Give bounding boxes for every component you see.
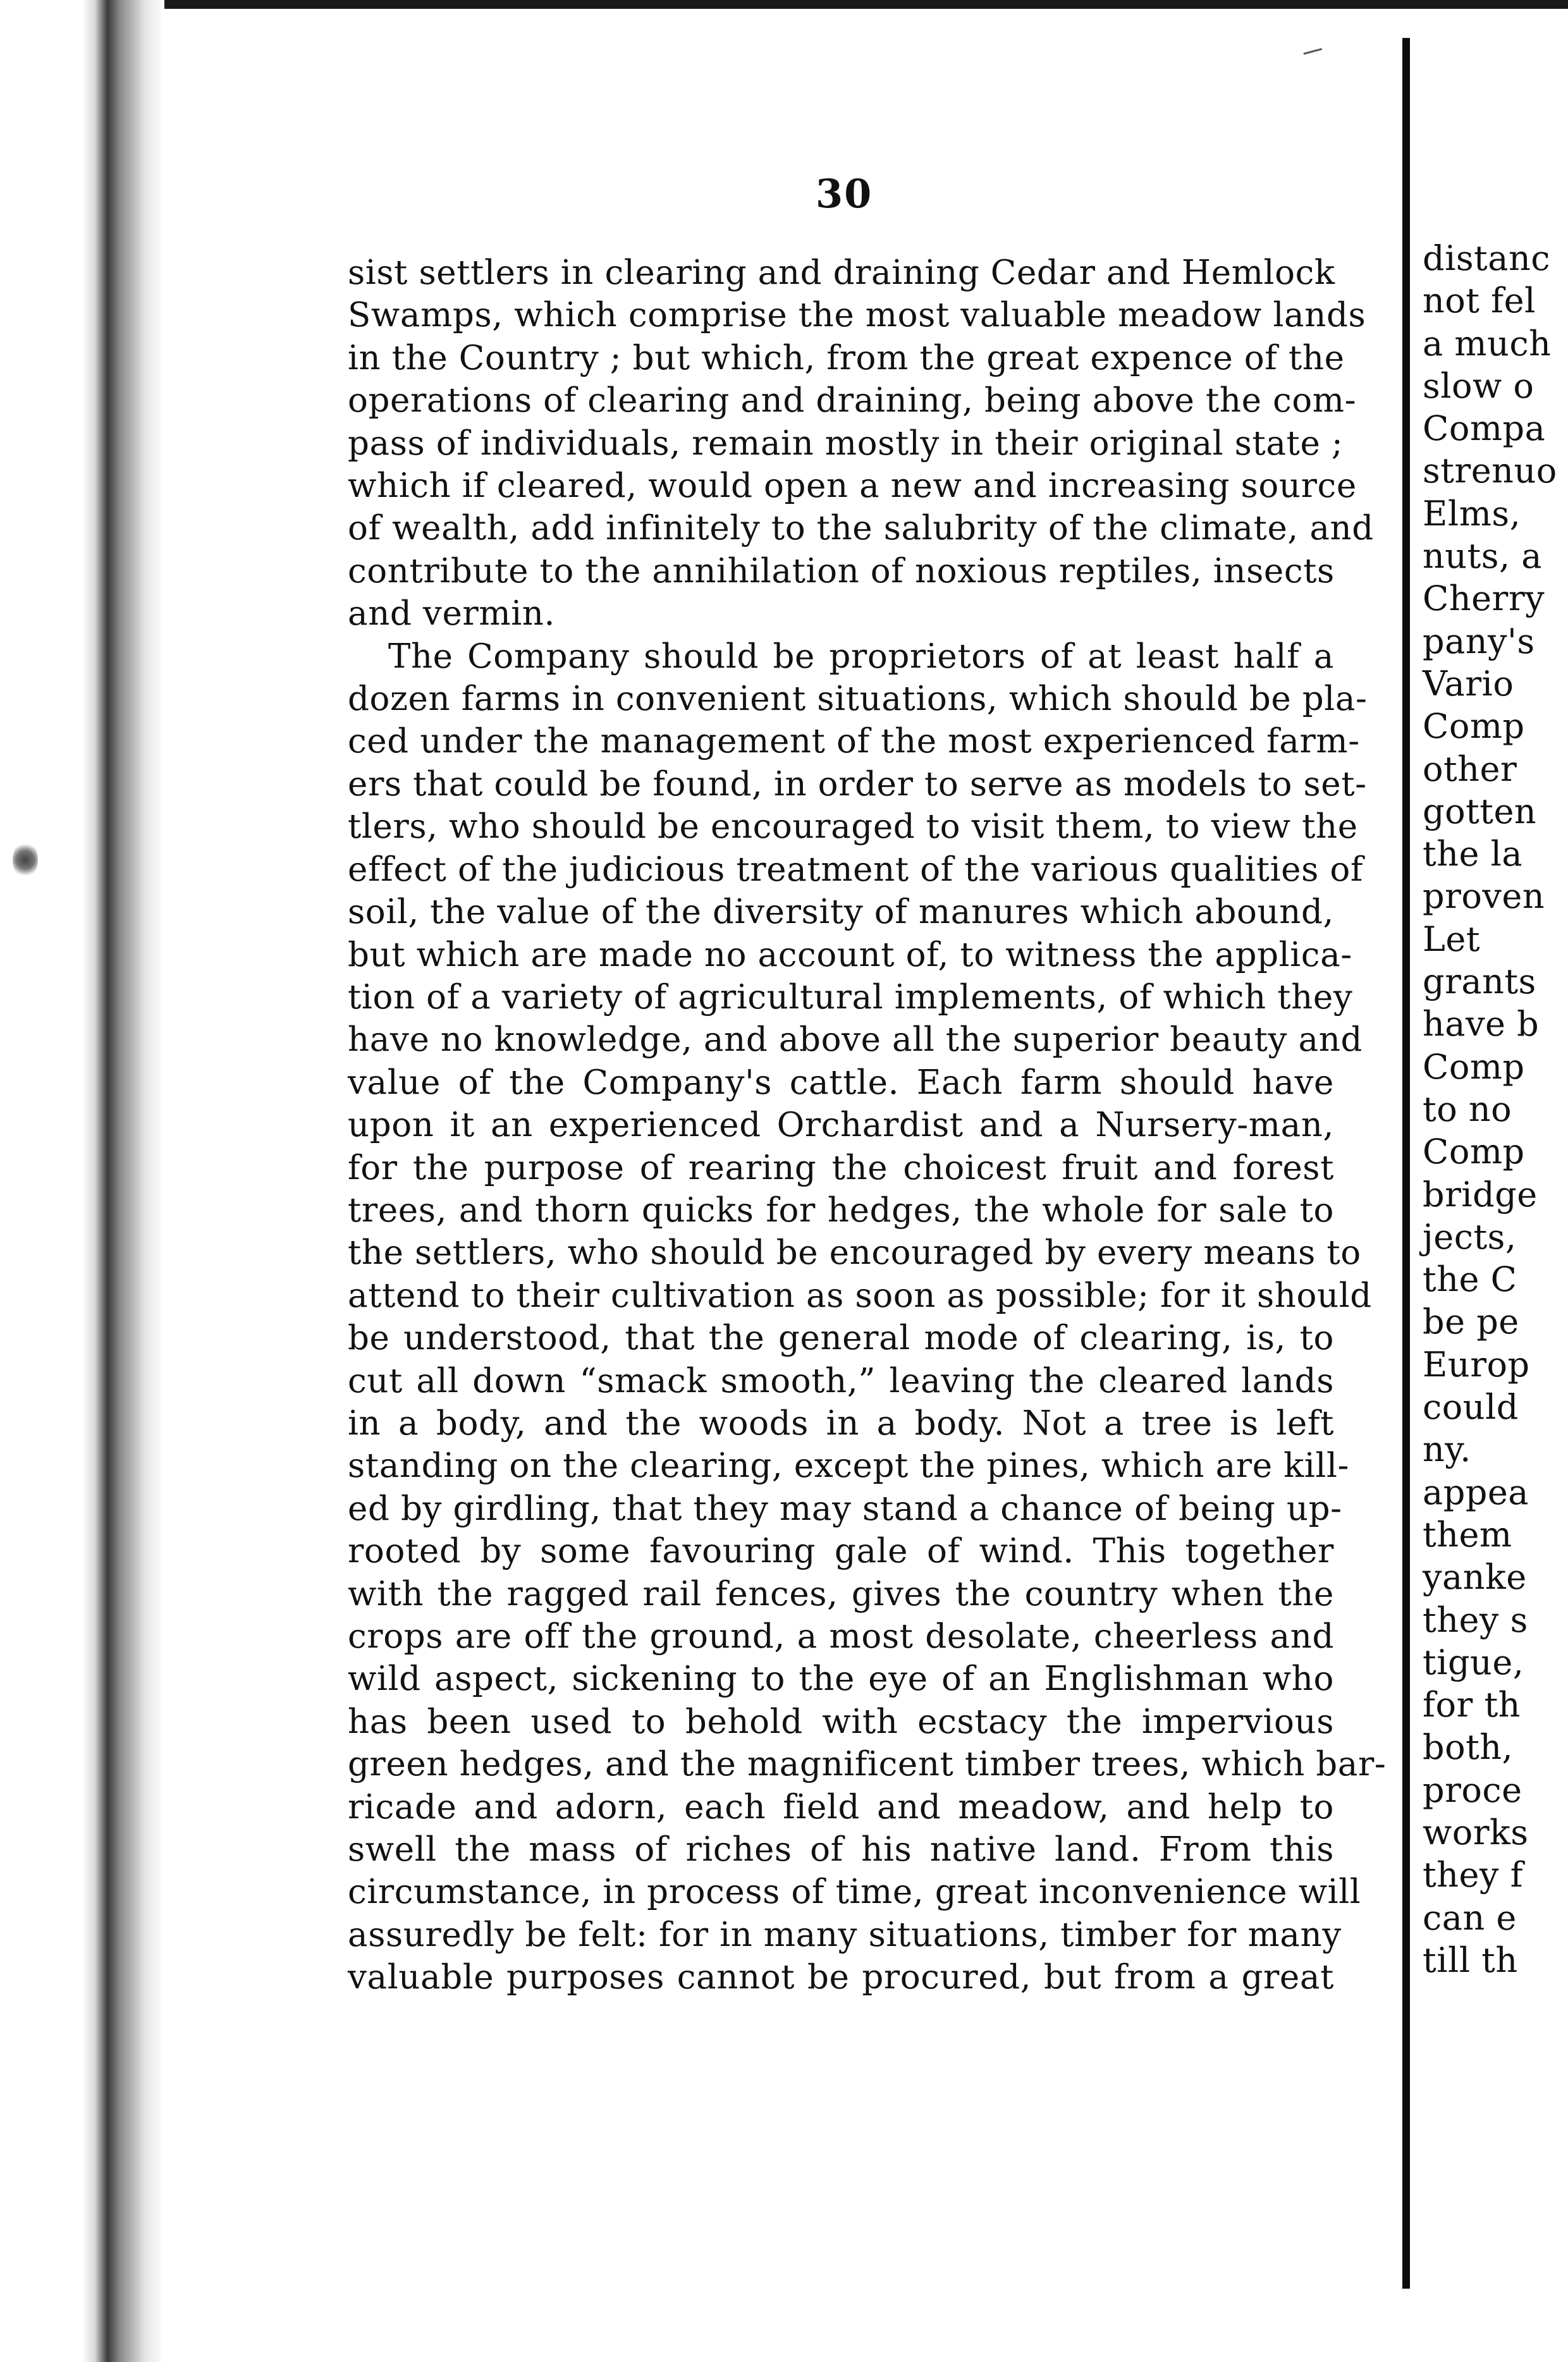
text-line: which if cleared, would open a new and increasing source (348, 467, 1357, 506)
facing-text-line: them (1423, 1514, 1512, 1555)
text-line: have no knowledge, and above all the superior beauty and (348, 1020, 1363, 1060)
facing-text-line: they s (1423, 1600, 1528, 1640)
facing-text-line: gotten (1423, 791, 1537, 831)
text-line: soil, the value of the diversity of manures which abound, (348, 893, 1334, 932)
facing-text-line: works (1423, 1812, 1529, 1852)
facing-page (1410, 0, 1568, 2362)
facing-text-line: could (1423, 1387, 1519, 1428)
text-line: the settlers, who should be encouraged by every means to (348, 1233, 1361, 1273)
text-line: contribute to the annihilation of noxious reptiles, insects (348, 551, 1335, 590)
text-line: crops are off the ground, a most desolate, cheerless and (348, 1617, 1334, 1656)
facing-text-line: can e (1423, 1897, 1517, 1938)
text-line: sist settlers in clearing and draining Cedar and Hemlock (348, 254, 1335, 292)
text-line: be understood, that the general mode of clearing, is, to (348, 1319, 1334, 1358)
text-line: tion of a variety of agricultural implements, of which they (348, 977, 1353, 1017)
page-body-text (348, 252, 1387, 1999)
facing-text-line: grants (1423, 962, 1536, 1002)
text-line: in a body, and the woods in a body. Not a tree is left (348, 1404, 1334, 1443)
facing-text-line: have b (1423, 1004, 1540, 1044)
text-line: cut all down “smack smooth,” leaving the cleared lands (348, 1361, 1334, 1400)
facing-text-line: Cherry (1423, 578, 1545, 619)
facing-text-line: Comp (1423, 1132, 1525, 1172)
text-line: circumstance, in process of time, great inconvenience will (348, 1873, 1361, 1912)
text-line: standing on the clearing, except the pines, which are kill- (348, 1447, 1350, 1486)
text-line: and vermin. (348, 594, 555, 633)
text-line: has been used to behold with ecstacy the impervious (348, 1702, 1334, 1741)
text-line: dozen farms in convenient situations, which should be pla- (348, 680, 1368, 719)
facing-text-line: yanke (1423, 1557, 1527, 1598)
text-line: attend to their cultivation as soon as possible; for it should (348, 1276, 1372, 1315)
text-line: assuredly be felt: for in many situations, timber for many (348, 1915, 1342, 1954)
facing-text-line: be pe (1423, 1302, 1519, 1342)
facing-text-line: they f (1423, 1855, 1524, 1895)
text-line: Swamps, which comprise the most valuable meadow lands (348, 296, 1366, 335)
facing-text-line: a much (1423, 323, 1552, 364)
text-line: tlers, who should be encouraged to visit them, to view the (348, 807, 1358, 847)
facing-text-line: proven (1423, 876, 1545, 917)
facing-text-line: Compa (1423, 408, 1546, 449)
facing-text-line: pany's (1423, 621, 1535, 661)
text-line: operations of clearing and draining, being above the com- (348, 381, 1357, 420)
facing-text-line: till th (1423, 1940, 1518, 1980)
facing-text-line: Elms, (1423, 493, 1521, 534)
text-line: but which are made no account of, to witness the applica- (348, 935, 1352, 974)
facing-text-line: bridge (1423, 1174, 1538, 1215)
facing-text-line: Comp (1423, 1046, 1525, 1087)
text-line: for the purpose of rearing the choicest fruit and forest (348, 1148, 1334, 1187)
text-line: value of the Company's cattle. Each farm should have (348, 1063, 1334, 1102)
text-line: pass of individuals, remain mostly in their original state ; (348, 424, 1344, 463)
facing-text-line: to no (1423, 1089, 1512, 1129)
facing-text-line: slow o (1423, 365, 1534, 406)
text-line: with the ragged rail fences, gives the country when the (348, 1574, 1334, 1613)
text-line: ers that could be found, in order to serve as models to set- (348, 764, 1367, 804)
facing-text-line: appea (1423, 1472, 1529, 1512)
facing-text-line: both, (1423, 1727, 1514, 1768)
text-line: in the Country ; but which, from the great expence of the (348, 338, 1345, 377)
facing-text-line: nuts, a (1423, 536, 1542, 577)
facing-text-line: ny. (1423, 1429, 1471, 1470)
facing-text-line: tigue, (1423, 1642, 1524, 1682)
text-line: The Company should be proprietors of at least half a (388, 637, 1334, 676)
facing-text-line: not fel (1423, 281, 1536, 321)
text-line: green hedges, and the magnificent timber trees, which bar- (348, 1745, 1387, 1784)
text-line: ricade and adorn, each field and meadow, and help to (348, 1787, 1334, 1827)
facing-text-line: distanc (1423, 238, 1550, 278)
facing-text-line: strenuo (1423, 451, 1557, 491)
text-line: swell the mass of riches of his native land. From this (348, 1830, 1334, 1869)
page-gutter-divider (1402, 38, 1410, 2289)
facing-text-line: for th (1423, 1685, 1521, 1725)
text-line: ed by girdling, that they may stand a chance of being up- (348, 1489, 1342, 1528)
facing-page-text (1423, 237, 1557, 1981)
facing-text-line: other (1423, 749, 1517, 789)
facing-text-line: the C (1423, 1259, 1517, 1300)
book-binding-shadow (0, 0, 164, 2362)
text-line: wild aspect, sickening to the eye of an Englishman who (348, 1660, 1334, 1699)
text-line: effect of the judicious treatment of the various qualities of (348, 850, 1364, 889)
text-line: trees, and thorn quicks for hedges, the whole for sale to (348, 1190, 1334, 1230)
facing-text-line: Vario (1423, 663, 1514, 704)
facing-text-line: Let (1423, 919, 1481, 959)
text-line: rooted by some favouring gale of wind. This together (348, 1532, 1334, 1571)
facing-text-line: the la (1423, 834, 1523, 874)
facing-text-line: proce (1423, 1770, 1522, 1810)
binding-smudge (13, 841, 38, 879)
text-line: of wealth, add infinitely to the salubrity of the climate, and (348, 509, 1374, 548)
facing-text-line: Comp (1423, 706, 1525, 747)
text-line: valuable purposes cannot be procured, but from a great (348, 1958, 1334, 1997)
facing-text-line: Europ (1423, 1344, 1530, 1385)
text-line: upon it an experienced Orchardist and a Nursery-man, (348, 1106, 1334, 1145)
scan-top-edge (0, 0, 1568, 9)
text-line: ced under the management of the most experienced farm- (348, 722, 1360, 761)
facing-text-line: jects, (1423, 1216, 1517, 1257)
page-number: 30 (816, 171, 873, 217)
